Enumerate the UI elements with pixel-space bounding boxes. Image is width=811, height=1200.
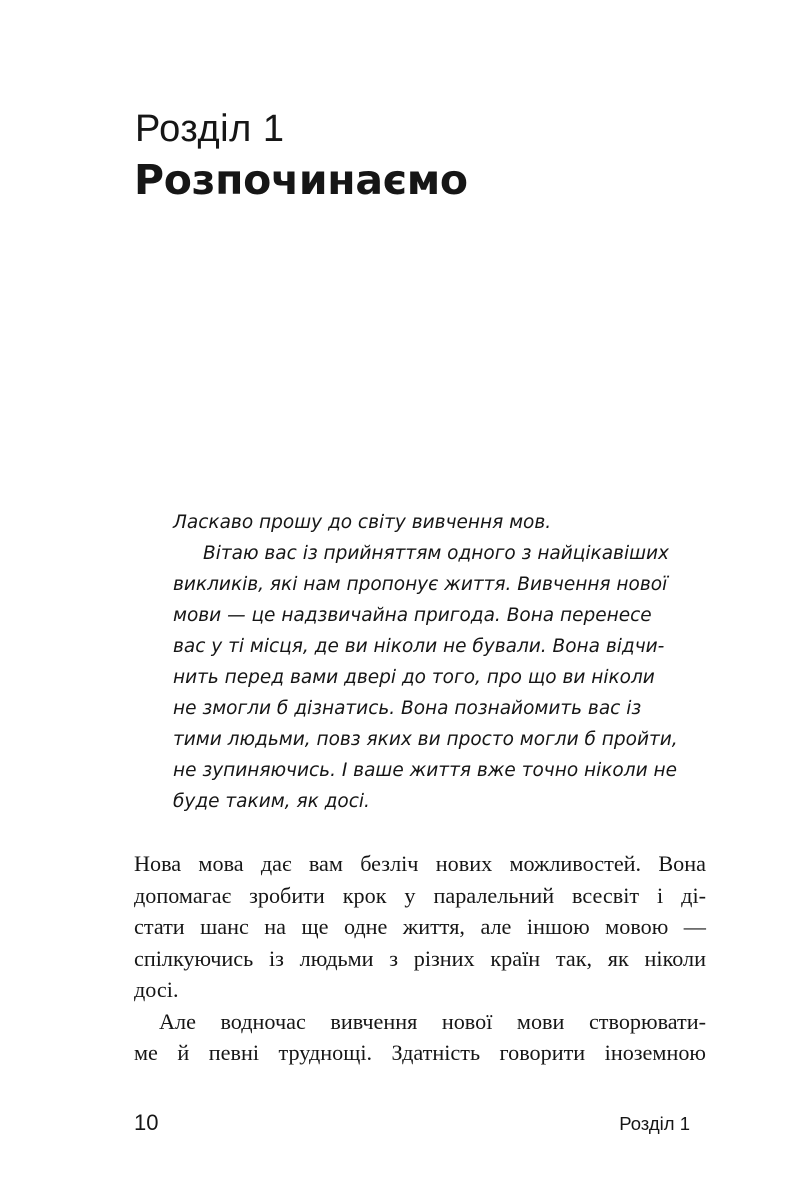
page-number: 10 [134,1110,159,1135]
epigraph-line: тими людьми, повз яких ви просто могли б пройти, [173,729,678,750]
epigraph-line: не зупиняючись. І ваше життя вже точно ніколи не [173,760,677,781]
epigraph-line: буде таким, як досі. [173,791,370,812]
epigraph-line: не змогли б дізнатись. Вона познайомить вас із [173,698,642,719]
body-line: Але водночас вивчення нової мови створювати- [159,1008,706,1034]
epigraph [173,507,705,817]
epigraph-line: викликів, які нам пропонує життя. Вивчення нової [173,574,668,595]
body-line: ме й певні труднощі. Здатність говорити іноземною [134,1040,706,1065]
body-line: спілкуючись із людьми з різних країн так, як ніколи [134,945,706,971]
body-line: допомагає зробити крок у паралельний всесвіт і ді- [134,882,706,908]
body-line: досі. [134,977,179,1002]
epigraph-line: мови — це надзвичайна пригода. Вона перенесе [173,605,652,626]
body-text [134,848,706,1069]
epigraph-line: нить перед вами двері до того, про що ви ніколи [173,667,655,688]
epigraph-line: вас у ті місця, де ви ніколи не бували. Вона відчи- [173,636,665,657]
epigraph-line: Ласкаво прошу до світу вивчення мов. [173,512,552,533]
body-line: Нова мова дає вам безліч нових можливостей. Вона [134,851,706,876]
body-line: стати шанс на ще одне життя, але іншою мовою — [134,914,706,939]
chapter-title: Розпочинаємо [134,156,468,204]
epigraph-line: Вітаю вас із прийняттям одного з найцікавіших [203,543,669,564]
running-footer: Розділ 1 [619,1113,690,1134]
chapter-label: Розділ 1 [135,108,285,150]
